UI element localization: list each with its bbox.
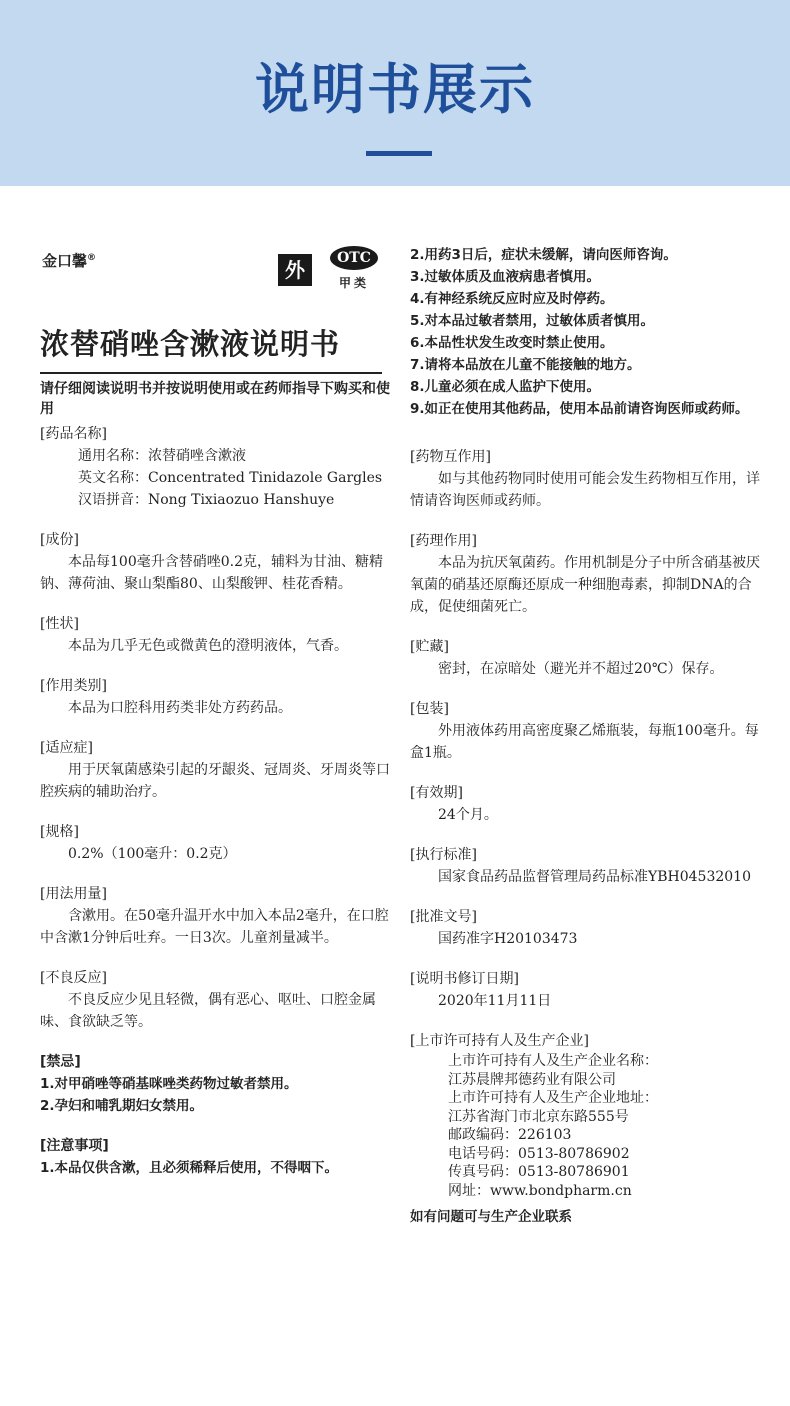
section-heading: [包装] xyxy=(410,701,449,717)
list-item: 9.如正在使用其他药品，使用本品前请咨询医师或药师。 xyxy=(410,401,749,417)
section-drug-name xyxy=(40,423,390,511)
company-line: 江苏省海门市北京东路555号 xyxy=(448,1108,629,1125)
section-heading: [性状] xyxy=(40,616,79,632)
title-divider xyxy=(40,372,382,374)
section-heading: [注意事项] xyxy=(40,1138,109,1154)
contact-note: 如有问题可与生产企业联系 xyxy=(410,1209,572,1225)
list-item: 2.孕妇和哺乳期妇女禁用。 xyxy=(40,1098,204,1114)
list-item: 6.本品性状发生改变时禁止使用。 xyxy=(410,335,614,351)
section-text: 国药准字H20103473 xyxy=(438,931,578,947)
section-company xyxy=(410,1030,760,1200)
company-line: 传真号码：0513-80786901 xyxy=(448,1164,630,1180)
list-item: 7.请将本品放在儿童不能接触的地方。 xyxy=(410,357,641,373)
section-contraindication xyxy=(40,1051,390,1117)
english-name-row xyxy=(40,467,390,489)
brand-text: 金口馨 xyxy=(42,252,88,270)
list-item: 3.过敏体质及血液病患者慎用。 xyxy=(410,269,601,285)
list-item: 1.本品仅供含漱，且必须稀释后使用，不得咽下。 xyxy=(40,1160,339,1176)
pinyin-name-row xyxy=(40,489,390,511)
otc-logo: OTC xyxy=(330,246,378,270)
brand-name xyxy=(42,250,96,271)
company-line: 电话号码：0513-80786902 xyxy=(448,1145,630,1162)
section-indication xyxy=(40,737,390,803)
field-value: 浓替硝唑含漱液 xyxy=(148,448,246,464)
reading-notice: 请仔细阅读说明书并按说明使用或在药师指导下购买和使用 xyxy=(40,381,390,417)
section-text: 用于厌氧菌感染引起的牙龈炎、冠周炎、牙周炎等口腔疾病的辅助治疗。 xyxy=(40,762,390,800)
section-heading: [不良反应] xyxy=(40,970,107,986)
brand-row xyxy=(40,240,390,296)
document-title: 浓替硝唑含漱液说明书 xyxy=(40,327,341,361)
section-text: 如与其他药物同时使用可能会发生药物相互作用，详情请咨询医师或药师。 xyxy=(410,471,760,509)
section-text: 不良反应少见且轻微，偶有恶心、呕吐、口腔金属味、食欲缺乏等。 xyxy=(40,992,376,1030)
field-value: Concentrated Tinidazole Gargles xyxy=(148,470,383,486)
section-validity xyxy=(410,782,760,826)
section-spec xyxy=(40,821,390,865)
section-category xyxy=(40,675,390,719)
banner-underline xyxy=(366,151,432,156)
section-heading: [成份] xyxy=(40,532,79,548)
list-item: 5.对本品过敏者禁用，过敏体质者慎用。 xyxy=(410,313,655,329)
section-text: 密封，在凉暗处（避光并不超过20℃）保存。 xyxy=(438,661,724,677)
section-text: 国家食品药品监督管理局药品标准YBH04532010 xyxy=(438,869,751,885)
section-heading: [禁忌] xyxy=(40,1054,81,1070)
generic-name-row xyxy=(40,445,390,467)
section-text: 本品为口腔科用药类非处方药药品。 xyxy=(68,700,292,716)
external-use-badge: 外 xyxy=(278,254,312,286)
section-interaction xyxy=(410,446,760,512)
list-item: 8.儿童必须在成人监护下使用。 xyxy=(410,379,601,395)
registered-mark: ® xyxy=(87,253,97,263)
section-caution xyxy=(40,1135,390,1179)
section-heading: [规格] xyxy=(40,824,79,840)
company-line: 上市许可持有人及生产企业地址： xyxy=(448,1090,658,1106)
company-line: 江苏晨牌邦德药业有限公司 xyxy=(448,1071,616,1088)
list-item: 1.对甲硝唑等硝基咪唑类药物过敏者禁用。 xyxy=(40,1076,298,1092)
section-text: 外用液体药用高密度聚乙烯瓶装，每瓶100毫升。每盒1瓶。 xyxy=(410,723,759,761)
field-key: 英文名称： xyxy=(78,470,148,486)
section-heading: [有效期] xyxy=(410,785,463,801)
section-storage xyxy=(410,636,760,680)
section-heading: [说明书修订日期] xyxy=(410,971,519,987)
section-heading: [药物互作用] xyxy=(410,449,491,465)
list-item: 4.有神经系统反应时应及时停药。 xyxy=(410,291,614,307)
section-heading: [药品名称] xyxy=(40,426,107,442)
section-text: 本品每100毫升含替硝唑0.2克，辅料为甘油、糖精钠、薄荷油、聚山梨酯80、山梨酸钾、桂花香精。 xyxy=(40,554,383,592)
otc-class-label: 甲类 xyxy=(338,276,369,290)
field-key: 通用名称： xyxy=(78,448,148,464)
section-heading: [贮藏] xyxy=(410,639,449,655)
section-heading: [适应症] xyxy=(40,740,93,756)
company-line: 邮政编码：226103 xyxy=(448,1127,572,1143)
company-line: 网址：www.bondpharm.cn xyxy=(448,1182,632,1199)
section-composition xyxy=(40,529,390,595)
section-package xyxy=(410,698,760,764)
leaflet-left-column xyxy=(40,240,390,1179)
section-heading: [药理作用] xyxy=(410,533,477,549)
section-heading: [用法用量] xyxy=(40,886,107,902)
field-value: Nong Tixiaozuo Hanshuye xyxy=(148,492,335,508)
section-text: 2020年11月11日 xyxy=(438,993,552,1009)
section-heading: [作用类别] xyxy=(40,678,107,694)
section-heading: [执行标准] xyxy=(410,847,477,863)
section-adverse xyxy=(40,967,390,1033)
section-text: 本品为抗厌氧菌药。作用机制是分子中所含硝基被厌氧菌的硝基还原酶还原成一种细胞毒素，抑制DNA的合成，促使细菌死亡。 xyxy=(410,555,760,615)
banner-title: 说明书展示 xyxy=(255,58,535,121)
section-usage xyxy=(40,883,390,949)
section-approval xyxy=(410,906,760,950)
company-line: 上市许可持有人及生产企业名称： xyxy=(448,1053,658,1069)
field-key: 汉语拼音： xyxy=(78,492,148,508)
list-item: 2.用药3日后，症状未缓解，请向医师咨询。 xyxy=(410,247,677,263)
section-revision-date xyxy=(410,968,760,1012)
section-heading: [上市许可持有人及生产企业] xyxy=(410,1033,589,1049)
section-character xyxy=(40,613,390,657)
section-text: 24个月。 xyxy=(438,807,498,823)
header-banner xyxy=(0,0,790,186)
section-text: 0.2%（100毫升：0.2克） xyxy=(68,846,237,862)
section-standard xyxy=(410,844,760,888)
section-text: 含漱用。在50毫升温开水中加入本品2毫升，在口腔中含漱1分钟后吐弃。一日3次。儿童剂量减半。 xyxy=(40,908,389,946)
leaflet-right-column xyxy=(410,244,760,1228)
section-text: 本品为几乎无色或微黄色的澄明液体，气香。 xyxy=(68,638,348,654)
section-pharmacology xyxy=(410,530,760,618)
section-caution-continued xyxy=(410,244,760,420)
section-heading: [批准文号] xyxy=(410,909,477,925)
